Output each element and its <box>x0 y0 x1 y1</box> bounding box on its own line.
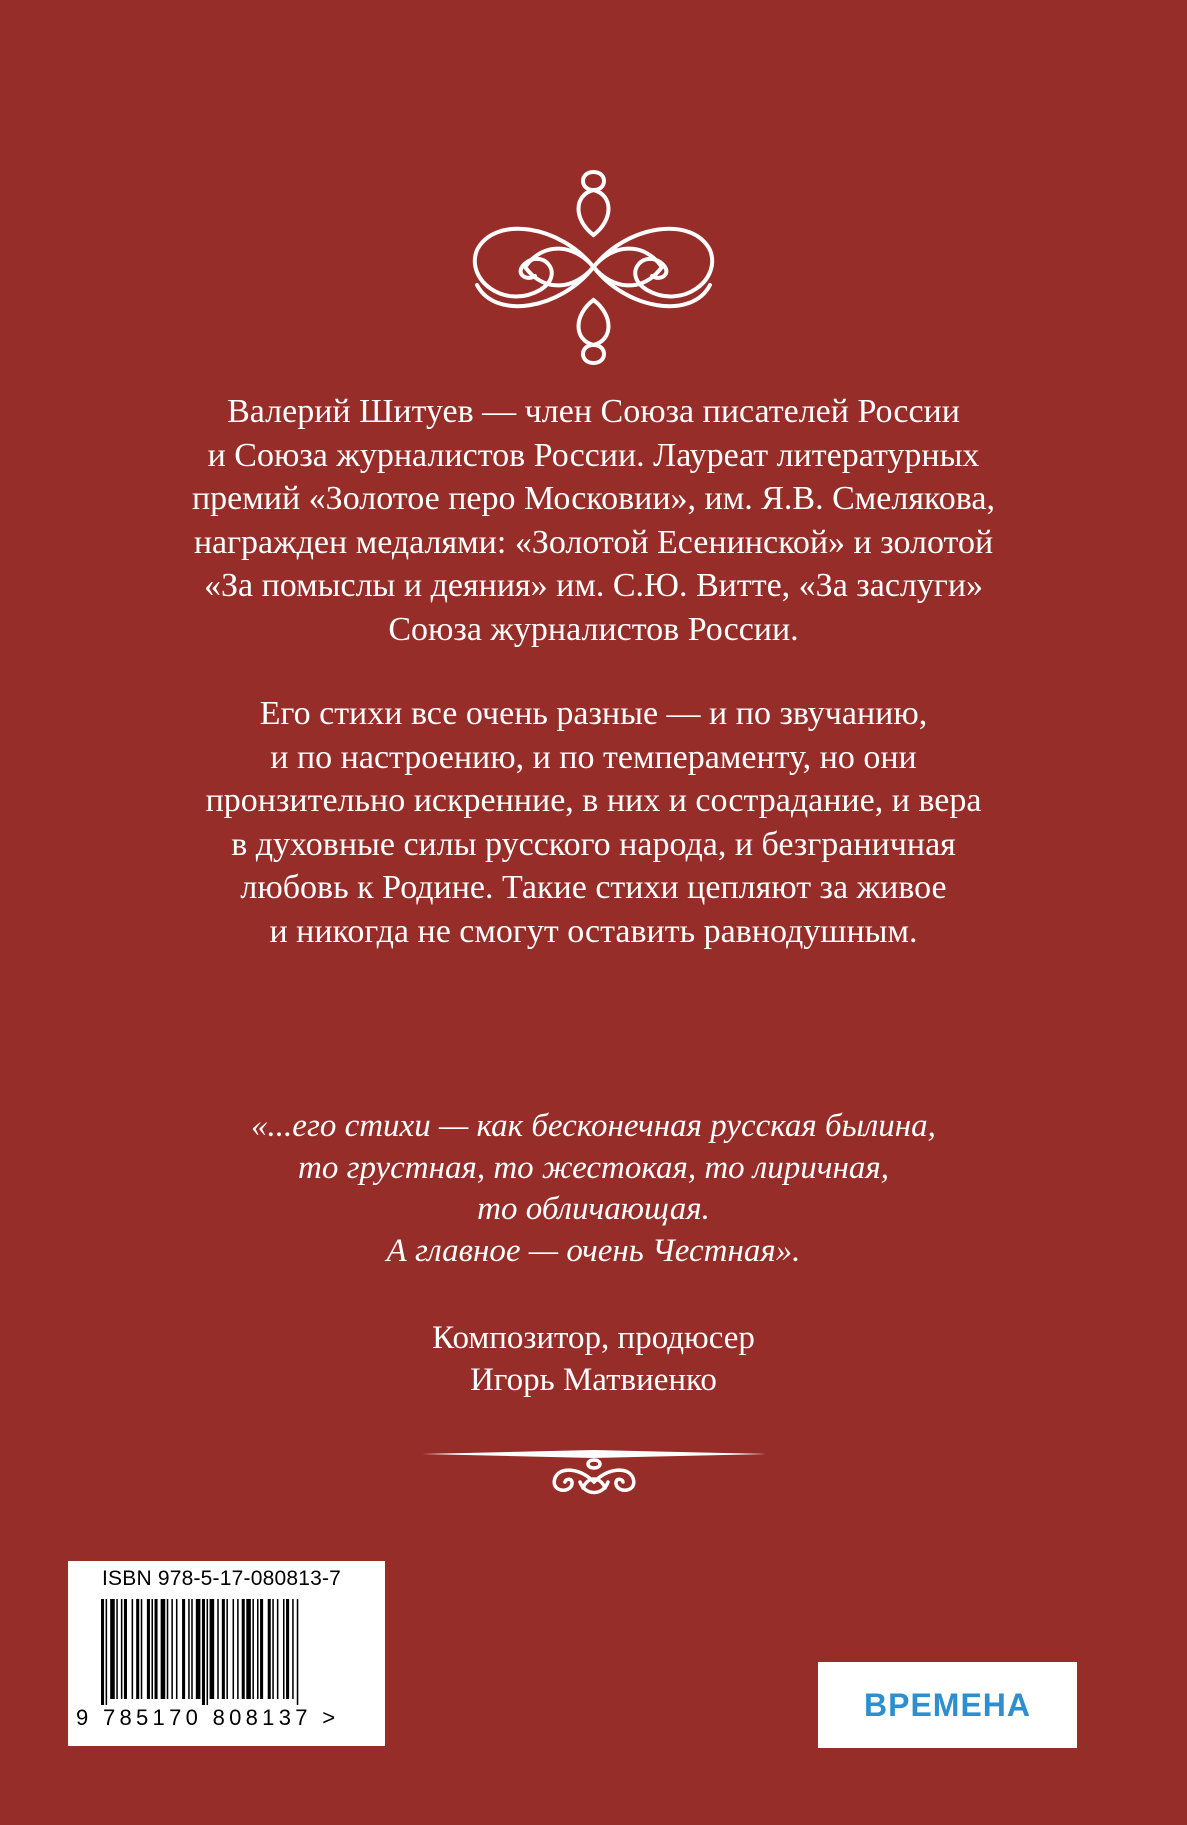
barcode-bar <box>106 1599 108 1705</box>
publisher-logo: ВРЕМЕНА <box>863 1686 1031 1723</box>
barcode-bar <box>237 1599 239 1699</box>
barcode-bar <box>155 1599 158 1699</box>
barcode-bar <box>283 1599 285 1699</box>
barcode-bar <box>196 1599 201 1699</box>
barcode-bar <box>272 1599 274 1699</box>
barcode-bars <box>101 1599 361 1705</box>
barcode-bar <box>176 1599 178 1699</box>
barcode-bar <box>132 1599 134 1699</box>
barcode-bar <box>101 1599 104 1705</box>
isbn-barcode <box>68 1561 385 1746</box>
quote-author: Композитор, продюсер Игорь Матвиенко <box>432 1320 755 1398</box>
barcode-bar <box>141 1599 143 1699</box>
barcode-bar <box>121 1599 123 1699</box>
barcode-bar <box>242 1599 245 1699</box>
barcode-bar <box>252 1599 254 1699</box>
barcode-bar <box>210 1599 215 1699</box>
barcode-bar <box>268 1599 271 1699</box>
bio-paragraph-2: Его стихи все очень разные — и по звучанию, и по настроению, и по темпераменту, но они пронзительно искренние, в них и сострадание, и вера в духовные силы русского народа, и безграничная любовь к Родине. Такие стихи цепляют за живое и никогда не смогут оставить равнодушным. <box>205 695 982 950</box>
barcode-bar <box>257 1599 259 1699</box>
barcode-bar <box>110 1599 115 1699</box>
review-quote: «...его стихи — как бесконечная русская былина, то грустная, то жестокая, то лиричная, то обличающая. А главное — очень Честная». <box>251 1108 936 1269</box>
bio-paragraph-1: Валерий Шитуев — член Союза писателей России и Союза журналистов России. Лауреат литературных премий «Золотое перо Московии», им. Я.В. Смелякова, награжден медалями: «Золотой Есенинской» и золотой «За помыслы и деяния» им. С.Ю. Витте, «За заслуги» Союза журналистов России. <box>191 393 995 648</box>
barcode-bar <box>147 1599 150 1699</box>
barcode-bar <box>167 1599 169 1699</box>
publisher-logo-box <box>818 1662 1077 1748</box>
author-bio <box>140 390 1047 953</box>
barcode-bar <box>260 1599 263 1699</box>
barcode-bar <box>297 1599 299 1705</box>
barcode-bar <box>233 1599 235 1699</box>
barcode-bar <box>124 1599 127 1699</box>
barcode-bar <box>222 1599 225 1699</box>
divider-scroll-icon <box>420 1448 768 1504</box>
barcode-bar <box>217 1599 219 1699</box>
barcode-bar <box>191 1599 193 1699</box>
flourish-ornament-icon <box>465 170 722 365</box>
barcode-bar <box>171 1599 173 1699</box>
barcode-bar <box>188 1599 190 1699</box>
barcode-bar <box>277 1599 279 1699</box>
barcode-bar <box>161 1599 166 1699</box>
barcode-bar <box>116 1599 118 1699</box>
barcode-bar <box>286 1599 289 1699</box>
barcode-bar <box>226 1599 228 1699</box>
barcode-bar <box>292 1599 294 1699</box>
isbn-label: ISBN 978-5-17-080813-7 <box>102 1567 342 1590</box>
barcode-digits: 9 785170 808137 > <box>76 1705 340 1730</box>
barcode-bar <box>207 1599 209 1705</box>
barcode-bar <box>151 1599 153 1699</box>
barcode-bar <box>246 1599 251 1699</box>
barcode-bar <box>136 1599 139 1699</box>
barcode-bar <box>182 1599 185 1699</box>
barcode-bar <box>202 1599 205 1705</box>
